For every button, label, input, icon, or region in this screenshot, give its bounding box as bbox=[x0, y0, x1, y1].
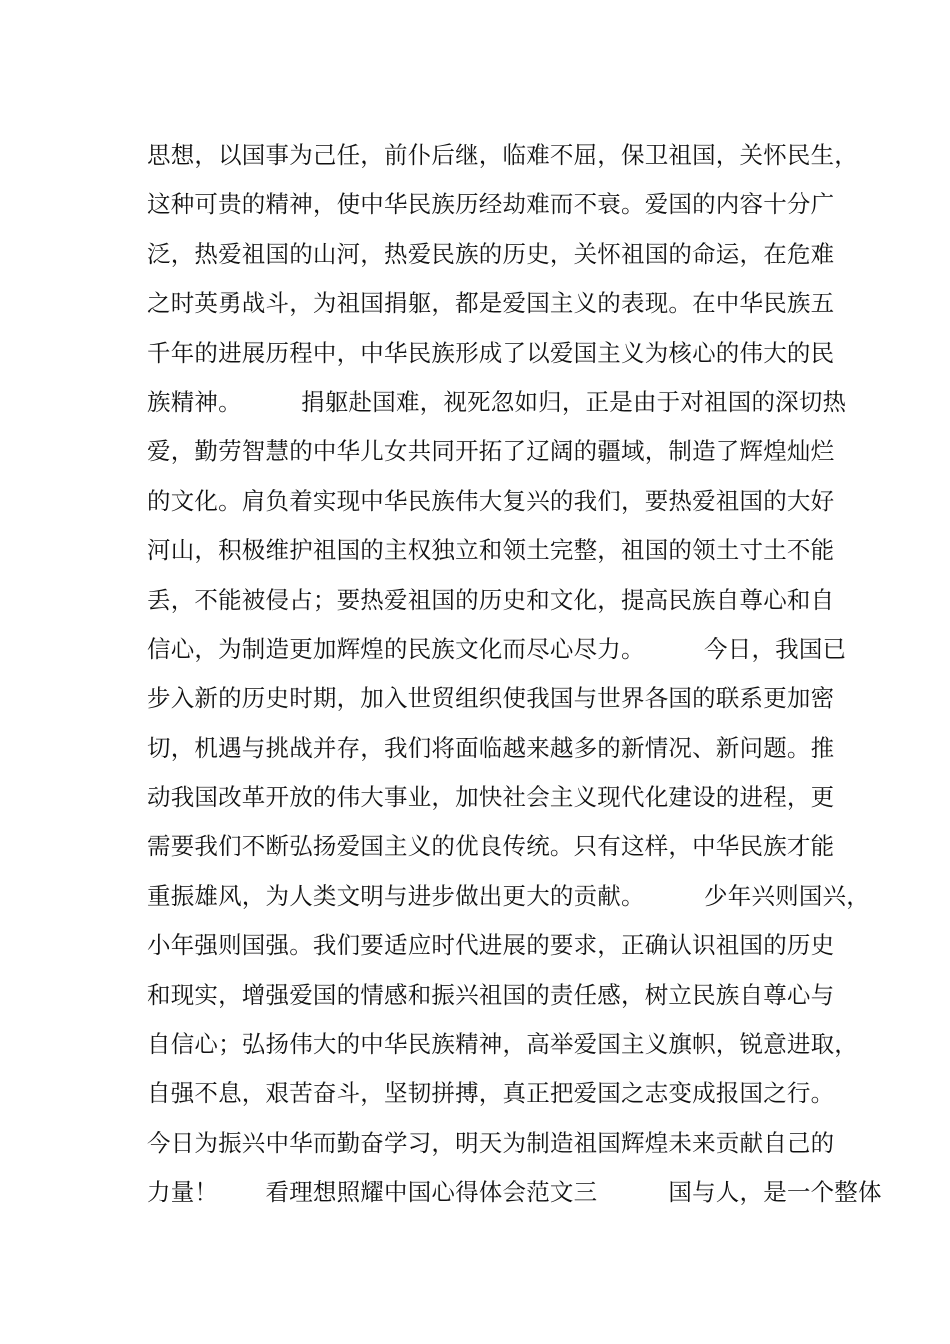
text-line: 思想，以国事为己任，前仆后继，临难不屈，保卫祖国，关怀民生， bbox=[147, 141, 858, 169]
text-line: 自信心；弘扬伟大的中华民族精神，高举爱国主义旗帜，锐意进取， bbox=[147, 1030, 858, 1059]
text-line: 丢，不能被侵占；要热爱祖国的历史和文化，提高民族自尊心和自 bbox=[147, 585, 835, 614]
text-line: 步入新的历史时期，加入世贸组织使我国与世界各国的联系更加密 bbox=[147, 684, 835, 713]
body-text bbox=[147, 131, 882, 1218]
text-line: 今日为振兴中华而勤奋学习，明天为制造祖国辉煌未来贡献自己的 bbox=[147, 1128, 835, 1157]
text-line: 小年强则国强。我们要适应时代进展的要求，正确认识祖国的历史 bbox=[147, 931, 835, 960]
text-line: 之时英勇战斗，为祖国捐躯，都是爱国主义的表现。在中华民族五 bbox=[147, 289, 835, 318]
text-line: 切，机遇与挑战并存，我们将面临越来越多的新情况、新问题。推 bbox=[147, 733, 835, 762]
text-line: 力量！ 看理想照耀中国心得体会范文三 国与人，是一个整体 bbox=[147, 1178, 882, 1207]
text-line: 爱，勤劳智慧的中华儿女共同开拓了辽阔的疆域，制造了辉煌灿烂 bbox=[147, 437, 835, 466]
text-line: 千年的进展历程中，中华民族形成了以爱国主义为核心的伟大的民 bbox=[147, 338, 835, 367]
text-line: 族精神。 捐躯赴国难，视死忽如归，正是由于对祖国的深切热 bbox=[147, 387, 847, 416]
text-line: 泛，热爱祖国的山河，热爱民族的历史，关怀祖国的命运，在危难 bbox=[147, 239, 835, 268]
text-line: 这种可贵的精神，使中华民族历经劫难而不衰。爱国的内容十分广 bbox=[147, 190, 835, 219]
text-line: 重振雄风，为人类文明与进步做出更大的贡献。 少年兴则国兴， bbox=[147, 881, 870, 910]
text-line: 的文化。肩负着实现中华民族伟大复兴的我们，要热爱祖国的大好 bbox=[147, 486, 835, 515]
text-line: 河山，积极维护祖国的主权独立和领土完整，祖国的领土寸土不能 bbox=[147, 536, 835, 565]
text-line: 和现实，增强爱国的情感和振兴祖国的责任感，树立民族自尊心与 bbox=[147, 980, 835, 1009]
text-line: 动我国改革开放的伟大事业，加快社会主义现代化建设的进程，更 bbox=[147, 783, 835, 812]
text-line: 自强不息，艰苦奋斗，坚韧拼搏，真正把爱国之志变成报国之行。 bbox=[147, 1079, 835, 1108]
text-line: 信心，为制造更加辉煌的民族文化而尽心尽力。 今日，我国已 bbox=[147, 634, 847, 663]
text-line: 需要我们不断弘扬爱国主义的优良传统。只有这样，中华民族才能 bbox=[147, 832, 835, 861]
